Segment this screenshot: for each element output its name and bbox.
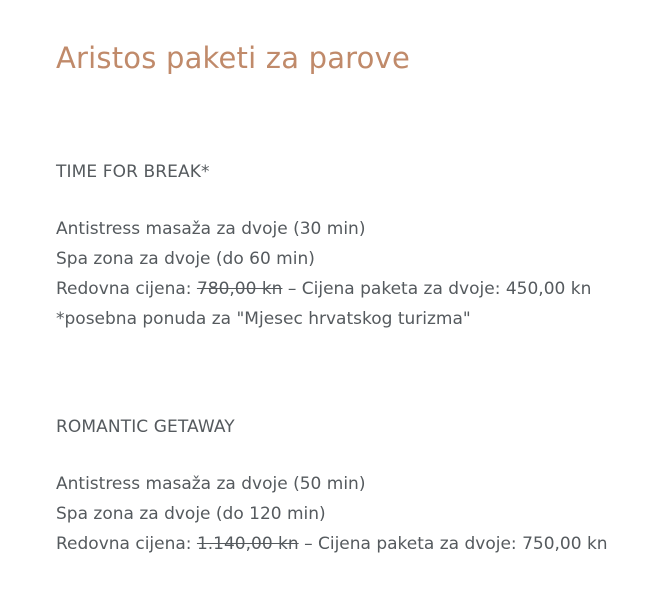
package-item: Spa zona za dvoje (do 120 min): [56, 504, 326, 524]
regular-price-label: Redovna cijena:: [56, 534, 197, 554]
package-details: [56, 214, 656, 334]
package-title: TIME FOR BREAK*: [56, 162, 210, 182]
package-title: ROMANTIC GETAWAY: [56, 417, 235, 437]
package-price-label: – Cijena paketa za dvoje:: [298, 534, 523, 554]
regular-price-value: 780,00 kn: [196, 279, 283, 299]
package-price-value: 750,00 kn: [522, 534, 608, 554]
package-time-for-break: [56, 159, 656, 334]
regular-price-label: Redovna cijena:: [56, 279, 197, 299]
package-item: Antistress masaža za dvoje (30 min): [56, 219, 366, 239]
package-price-label: – Cijena paketa za dvoje:: [282, 279, 506, 299]
package-price-value: 450,00 kn: [505, 279, 592, 299]
package-price-line: [56, 274, 656, 304]
regular-price-value: 1.140,00 kn: [196, 534, 299, 554]
page-title: Aristos paketi za parove: [56, 41, 411, 75]
package-item: Spa zona za dvoje (do 60 min): [56, 249, 315, 269]
package-note: *posebna ponuda za "Mjesec hrvatskog turizma": [56, 309, 471, 329]
package-item: Antistress masaža za dvoje (50 min): [56, 474, 366, 494]
package-romantic-getaway: [56, 414, 656, 559]
package-price-line: [56, 529, 656, 559]
package-details: [56, 469, 656, 559]
